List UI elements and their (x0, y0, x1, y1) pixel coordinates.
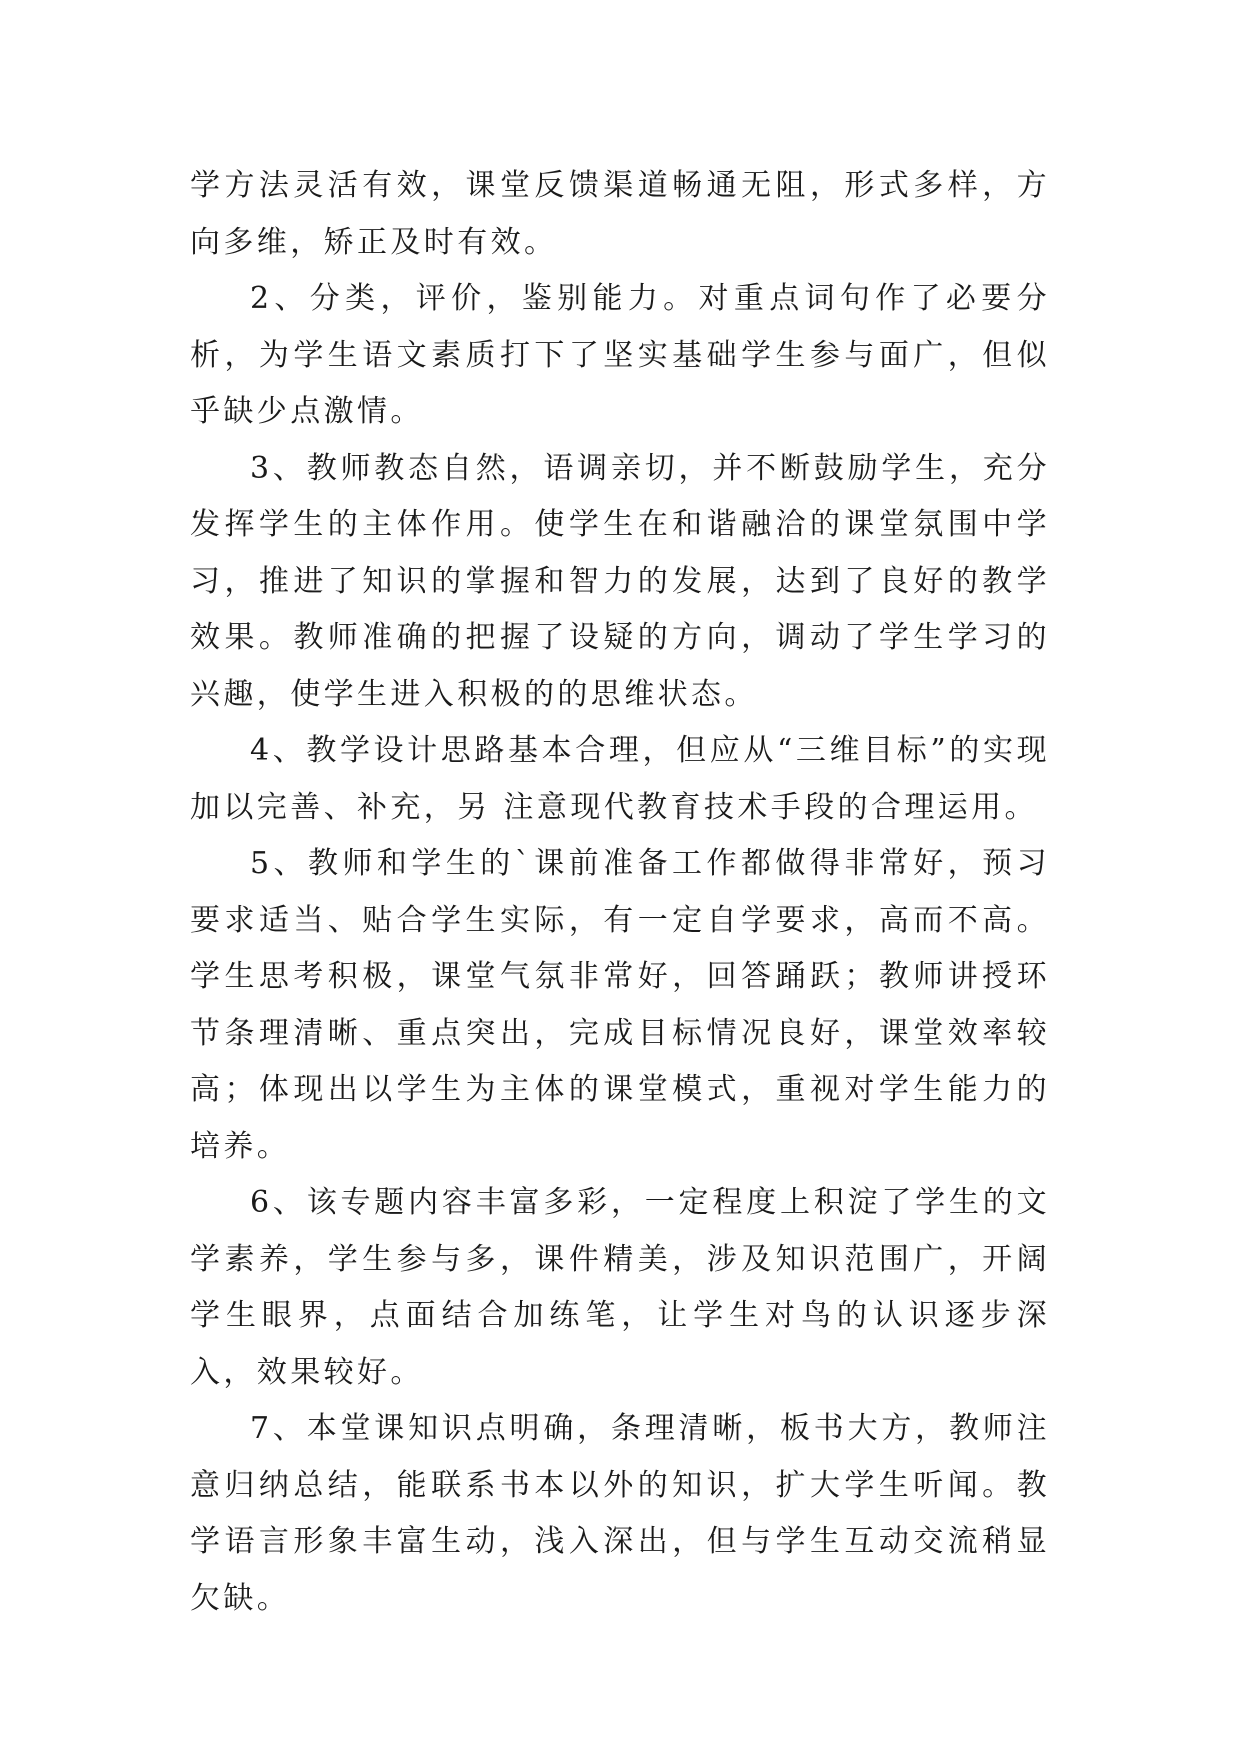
paragraph-item-2: 2、分类，评价，鉴别能力。对重点词句作了必要分析，为学生语文素质打下了坚实基础学生参与面广，但似乎缺少点激情。 (190, 281, 1050, 429)
paragraph-item-7: 7、本堂课知识点明确，条理清晰，板书大方，教师注意归纳总结，能联系书本以外的知识，扩大学生听闻。教学语言形象丰富生动，浅入深出，但与学生互动交流稍显欠缺。 (190, 1411, 1050, 1616)
paragraph-continuation: 学方法灵活有效，课堂反馈渠道畅通无阻，形式多样，方向多维，矫正及时有效。 (190, 168, 1050, 260)
paragraph-item-5: 5、教师和学生的`课前准备工作都做得非常好，预习要求适当、贴合学生实际，有一定自学要求，高而不高。学生思考积极，课堂气氛非常好，回答踊跃；教师讲授环节条理清晰、重点突出，完成目标情况良好，课堂效率较高；体现出以学生为主体的课堂模式，重视对学生能力的培养。 (190, 846, 1050, 1164)
paragraph-item-4: 4、教学设计思路基本合理，但应从“三维目标”的实现加以完善、补充，另 注意现代教育技术手段的合理运用。 (190, 733, 1050, 825)
document-body (190, 158, 1050, 1627)
paragraph-item-3: 3、教师教态自然，语调亲切，并不断鼓励学生，充分发挥学生的主体作用。使学生在和谐融洽的课堂氛围中学习，推进了知识的掌握和智力的发展，达到了良好的教学效果。教师准确的把握了设疑的方向，调动了学生学习的兴趣，使学生进入积极的的思维状态。 (190, 450, 1050, 712)
paragraph-item-6: 6、该专题内容丰富多彩，一定程度上积淀了学生的文学素养，学生参与多，课件精美，涉及知识范围广，开阔学生眼界，点面结合加练笔，让学生对鸟的认识逐步深入，效果较好。 (190, 1185, 1050, 1390)
